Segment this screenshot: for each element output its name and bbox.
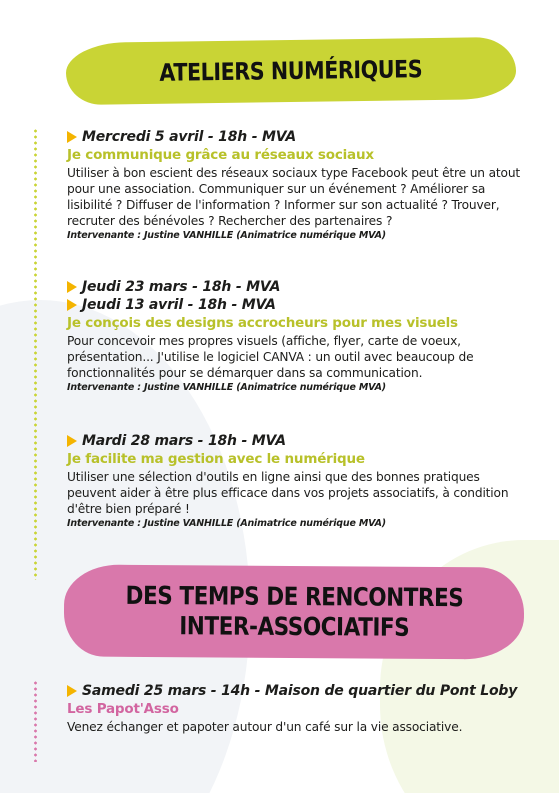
rencontres-title (125, 581, 463, 643)
event-speaker: Intervenante : Justine VANHILLE (Animatrice numérique MVA) (67, 382, 386, 393)
play-arrow-icon (67, 685, 77, 697)
play-arrow-icon (67, 435, 77, 447)
play-arrow-icon (67, 281, 77, 293)
ateliers-banner (66, 37, 517, 105)
event-speaker: Intervenante : Justine VANHILLE (Animatrice numérique MVA) (67, 230, 386, 241)
event-description: Venez échanger et papoter autour d'un café sur la vie associative. (67, 720, 463, 734)
event-card (67, 432, 527, 531)
event-subtitle: Je conçois des designs accrocheurs pour mes visuels (67, 315, 458, 331)
event-description: Utiliser à bon escient des réseaux sociaux type Facebook peut être un atout pour une association. Communiquer sur un événement ? Améliorer sa lisibilité ? Diffuser de l'information ? Informer sur son actualité ? Trouver, recruter des bénévoles ? Rechercher des partenaires ? (67, 166, 521, 228)
dotted-divider-pink (34, 680, 37, 762)
event-date-text: Mercredi 5 avril - 18h - MVA (82, 129, 297, 145)
rencontres-title-line1: DES TEMPS DE RENCONTRES (125, 580, 464, 613)
event-datetime (67, 682, 527, 700)
play-arrow-icon (67, 299, 77, 311)
dotted-divider-green (34, 128, 37, 580)
play-arrow-icon (67, 131, 77, 143)
event-datetime (67, 128, 527, 146)
event-date-text: Jeudi 23 mars - 18h - MVA (82, 279, 281, 295)
event-date-text: Mardi 28 mars - 18h - MVA (82, 433, 286, 449)
event-subtitle: Les Papot'Asso (67, 701, 179, 717)
event-date-text: Samedi 25 mars - 14h - Maison de quartier du Pont Loby (82, 683, 518, 699)
event-subtitle: Je communique grâce au réseaux sociaux (67, 147, 374, 163)
event-card (67, 682, 527, 735)
event-subtitle: Je facilite ma gestion avec le numérique (67, 451, 365, 467)
event-description: Pour concevoir mes propres visuels (affiche, flyer, carte de voeux, présentation... J'utilise le logiciel CANVA : un outil avec beaucoup de fonctionnalités pour se démarquer dans sa communication. (67, 334, 474, 380)
event-description: Utiliser une sélection d'outils en ligne ainsi que des bonnes pratiques peuvent aider à être plus efficace dans vos projets associatifs, à condition d'être bien préparé ! (67, 470, 509, 516)
event-datetime (67, 278, 527, 296)
event-card (67, 278, 527, 395)
ateliers-title: ATELIERS NUMÉRIQUES (159, 55, 423, 87)
event-speaker: Intervenante : Justine VANHILLE (Animatrice numérique MVA) (67, 518, 386, 529)
event-date-text: Jeudi 13 avril - 18h - MVA (82, 297, 276, 313)
rencontres-title-line2: INTER-ASSOCIATIFS (178, 611, 410, 642)
event-card (67, 128, 527, 243)
event-datetime (67, 432, 527, 450)
rencontres-banner (64, 564, 525, 659)
event-datetime (67, 296, 527, 314)
